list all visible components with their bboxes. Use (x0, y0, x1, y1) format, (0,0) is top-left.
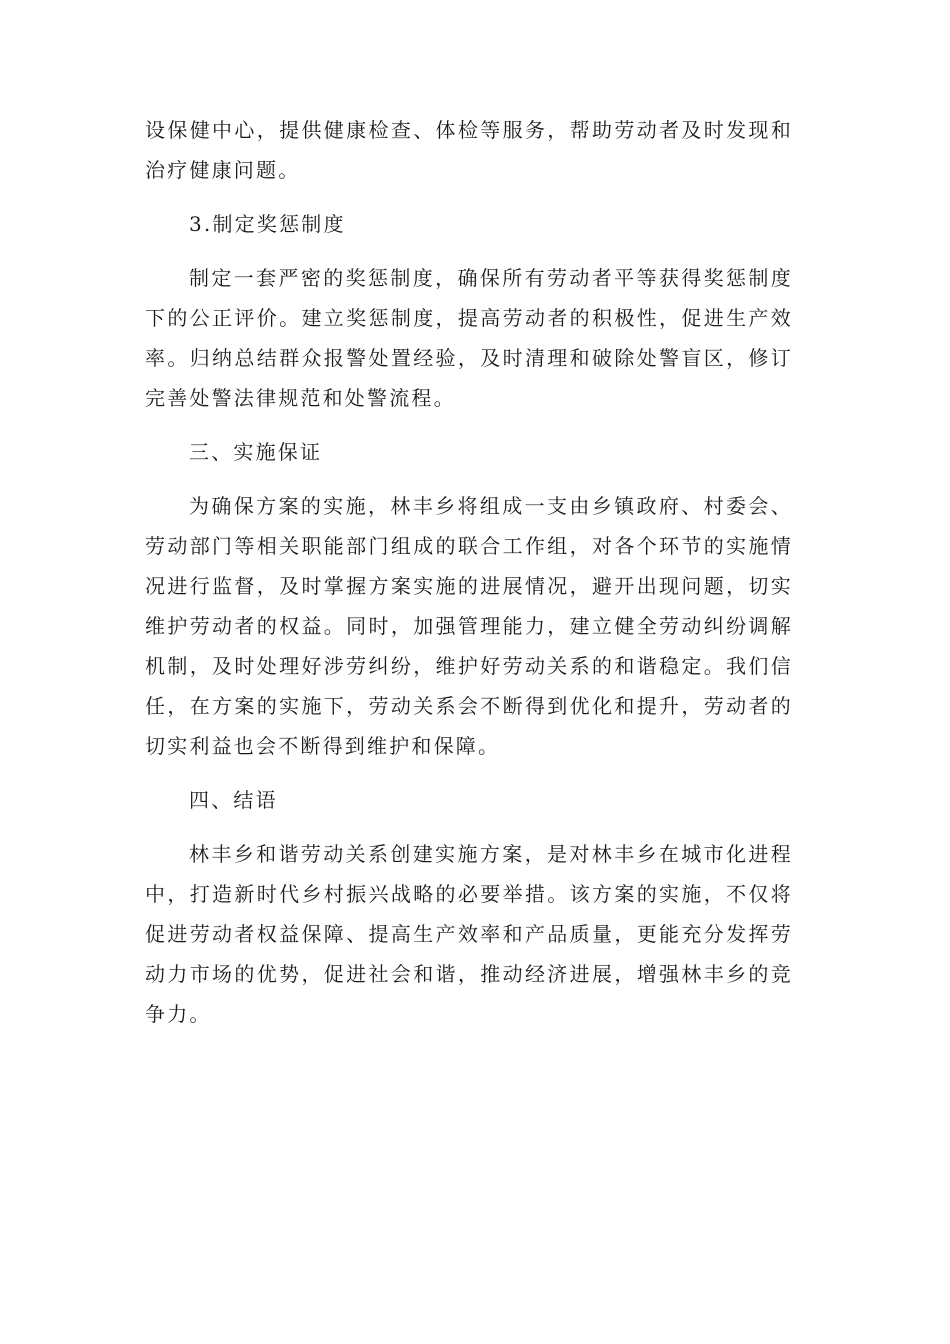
section-heading-conclusion: 四、结语 (189, 788, 278, 812)
document-body (145, 110, 793, 1048)
paragraph-continued: 设保健中心，提供健康检查、体检等服务，帮助劳动者及时发现和治疗健康问题。 (145, 118, 793, 182)
section-heading-rewards: 3.制定奖惩制度 (189, 212, 346, 236)
paragraph-guarantee: 为确保方案的实施，林丰乡将组成一支由乡镇政府、村委会、劳动部门等相关职能部门组成的联合工作组，对各个环节的实施情况进行监督，及时掌握方案实施的进展情况，避开出现问题，切实维护劳动者的权益。同时，加强管理能力，建立健全劳动纠纷调解机制，及时处理好涉劳纠纷，维护好劳动关系的和谐稳定。我们信任，在方案的实施下，劳动关系会不断得到优化和提升，劳动者的切实利益也会不断得到维护和保障。 (145, 494, 793, 758)
section-heading-guarantee: 三、实施保证 (189, 440, 323, 464)
paragraph-rewards: 制定一套严密的奖惩制度，确保所有劳动者平等获得奖惩制度下的公正评价。建立奖惩制度，提高劳动者的积极性，促进生产效率。归纳总结群众报警处置经验，及时清理和破除处警盲区，修订完善处警法律规范和处警流程。 (145, 266, 793, 410)
paragraph-conclusion: 林丰乡和谐劳动关系创建实施方案，是对林丰乡在城市化进程中，打造新时代乡村振兴战略的必要举措。该方案的实施，不仅将促进劳动者权益保障、提高生产效率和产品质量，更能充分发挥劳动力市场的优势，促进社会和谐，推动经济进展，增强林丰乡的竞争力。 (145, 842, 793, 1026)
